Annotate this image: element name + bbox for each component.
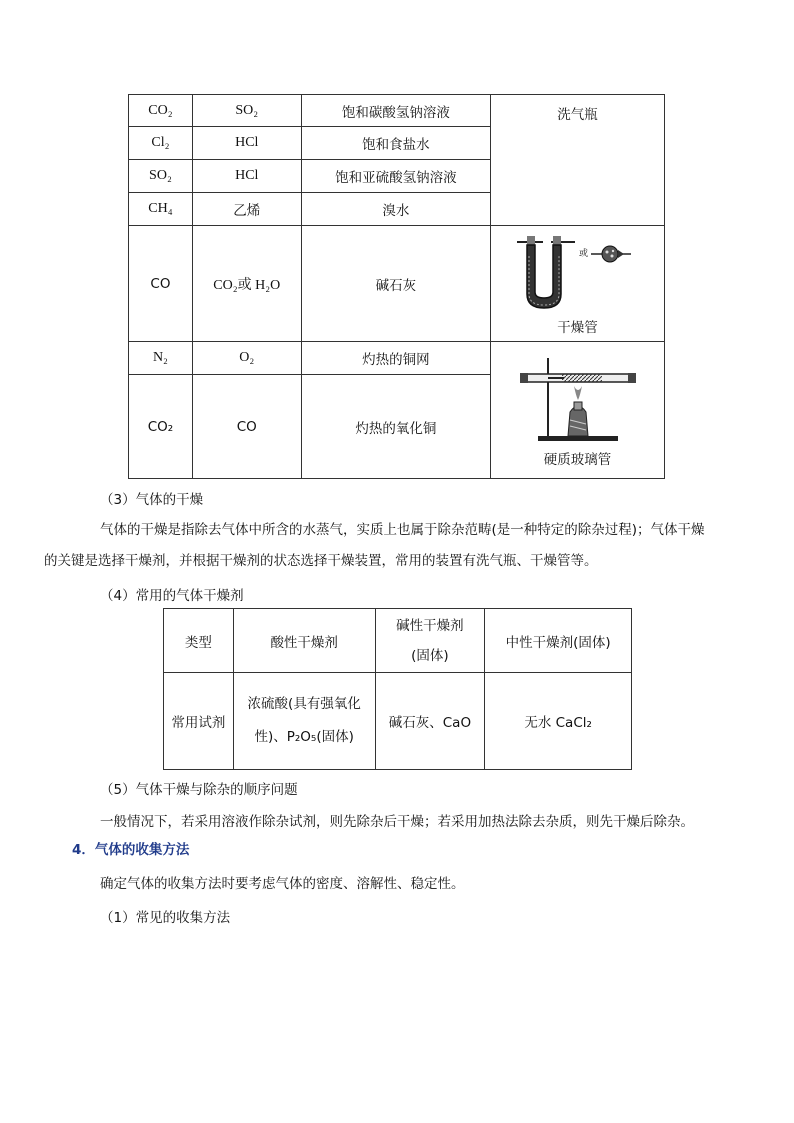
reagent-cell: 灼热的铜网: [301, 342, 490, 375]
section-4-title: （4）常用的气体干燥剂: [100, 588, 244, 604]
acidic-header: 酸性干燥剂: [233, 609, 375, 673]
or-label: 或: [578, 247, 588, 258]
section-5-title: （5）气体干燥与除杂的顺序问题: [100, 782, 298, 798]
table-row: [129, 95, 665, 127]
impurity-cell: O₂: [192, 342, 301, 375]
type-header: 类型: [164, 609, 234, 673]
drying-tube-caption: 干燥管: [557, 319, 598, 336]
heading-4: 4．气体的收集方法: [72, 842, 190, 858]
drying-agents-table: [163, 608, 632, 770]
gas-cell: SO₂: [129, 160, 193, 193]
drying-tube-cell: [491, 226, 665, 342]
drying-paragraph: [44, 515, 722, 577]
section-collection-title: （1）常见的收集方法: [100, 910, 231, 926]
section-3-title: （3）气体的干燥: [100, 492, 204, 508]
gas-cell: CO: [129, 226, 193, 342]
impurity-cell: CO₂或 H₂O: [192, 226, 301, 342]
reagent-cell: 溴水: [301, 193, 490, 226]
impurity-cell: CO: [192, 375, 301, 479]
gas-cell: N₂: [129, 342, 193, 375]
drying-paragraph-line1: 气体的干燥是指除去气体中所含的水蒸气，实质上也属于除杂范畴(是一种特定的除杂过程)；气体干燥: [100, 522, 705, 538]
collection-paragraph: 确定气体的收集方法时要考虑气体的密度、溶解性、稳定性。: [100, 876, 465, 892]
hard-glass-tube-caption: 硬质玻璃管: [543, 452, 612, 468]
drying-paragraph-line2: 的关键是选择干燥剂，并根据干燥剂的状态选择干燥装置，常用的装置有洗气瓶、干燥管等。: [44, 553, 598, 569]
basic-cell: 碱石灰、CaO: [375, 673, 485, 770]
impurity-cell: 乙烯: [192, 193, 301, 226]
basic-header-line1: 碱性干燥剂: [396, 617, 464, 634]
table-row: [129, 226, 665, 342]
purification-table: [128, 94, 665, 479]
basic-header-line2: (固体): [411, 647, 449, 664]
impurity-cell: SO₂: [192, 95, 301, 127]
washing-bottle-label: 洗气瓶: [491, 95, 665, 226]
reagent-cell: 饱和碳酸氢钠溶液: [301, 95, 490, 127]
gas-cell: Cl₂: [129, 127, 193, 160]
table-row: [129, 342, 665, 375]
acidic-cell: [233, 673, 375, 770]
reagent-cell: 饱和亚硫酸氢钠溶液: [301, 160, 490, 193]
order-paragraph: 一般情况下，若采用溶液作除杂试剂，则先除杂后干燥；若采用加热法除去杂质，则先干燥后除杂。: [100, 814, 694, 830]
impurity-cell: HCl: [192, 160, 301, 193]
impurity-cell: HCl: [192, 127, 301, 160]
neutral-header: 中性干燥剂(固体): [485, 609, 632, 673]
table-row: [164, 609, 632, 673]
table-row: [164, 673, 632, 770]
drying-tube-icon: [513, 232, 643, 312]
hard-glass-tube-cell: [491, 342, 665, 479]
acidic-cell-line1: 浓硫酸(具有强氧化: [247, 696, 361, 712]
gas-cell: CO₂: [129, 375, 193, 479]
reagent-cell: 饱和食盐水: [301, 127, 490, 160]
basic-header: [375, 609, 485, 673]
reagent-row-label: 常用试剂: [164, 673, 234, 770]
gas-cell: CO₂: [129, 95, 193, 127]
reagent-cell: 碱石灰: [301, 226, 490, 342]
neutral-cell: 无水 CaCl₂: [485, 673, 632, 770]
acidic-cell-line2: 性)、P₂O₅(固体): [254, 729, 354, 745]
gas-cell: CH₄: [129, 193, 193, 226]
hard-glass-tube-icon: [518, 352, 638, 444]
reagent-cell: 灼热的氧化铜: [301, 375, 490, 479]
